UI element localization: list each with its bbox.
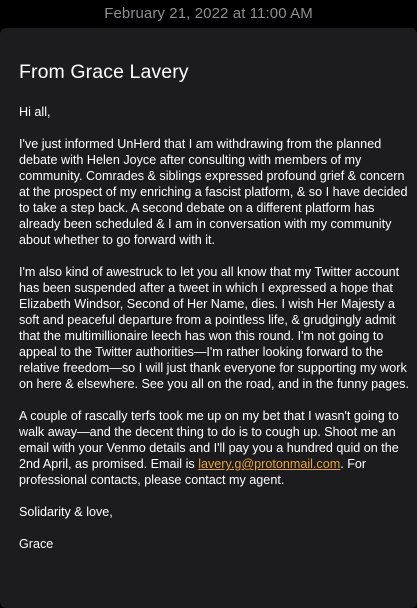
note-body[interactable] — [19, 104, 409, 568]
note-greeting: Hi all, — [19, 105, 51, 119]
note-signoff: Solidarity & love, — [19, 505, 113, 519]
note-paragraph-1: I've just informed UnHerd that I am withdrawing from the planned debate with Helen Joyce after consulting with members of my community. Comrades & siblings expressed profound grief & concern at the prospect of my enriching a fascist platform, & so I have decided to take a step back. A second debate on a different platform has already been scheduled & I am in conversation with my community about whether to go forward with it. — [19, 137, 408, 247]
note-paragraph-2: I'm also kind of awestruck to let you all know that my Twitter account has been suspended after a tweet in which I expressed a hope that Elizabeth Windsor, Second of Her Name, dies. I wish Her Majesty a soft and peaceful departure from a pointless life, & grudgingly admit that the multimillionaire leech has won this round. I'm not going to appeal to the Twitter authorities—I'm rather looking forward to the relative freedom—so I will just thank everyone for supporting my work on here & elsewhere. See you all on the road, and in the funny pages. — [19, 265, 409, 391]
note-paragraph-3 — [19, 408, 409, 488]
paragraph-3-text-after: . For professional contacts, please contact my agent. — [19, 457, 367, 487]
email-link[interactable]: lavery.g@protonmail.com — [198, 457, 341, 471]
note-signature: Grace — [19, 537, 54, 551]
note-card — [0, 28, 417, 608]
paragraph-3-text-before: A couple of rascally terfs took me up on my bet that I wasn't going to walk away—and the decent thing to do is to cough up. Shoot me an email with your Venmo details and I'll pay you a hundred quid on the 2nd April, as promised. Email is — [19, 409, 399, 471]
note-timestamp: February 21, 2022 at 11:00 AM — [104, 5, 313, 22]
note-title[interactable]: From Grace Lavery — [19, 61, 189, 83]
